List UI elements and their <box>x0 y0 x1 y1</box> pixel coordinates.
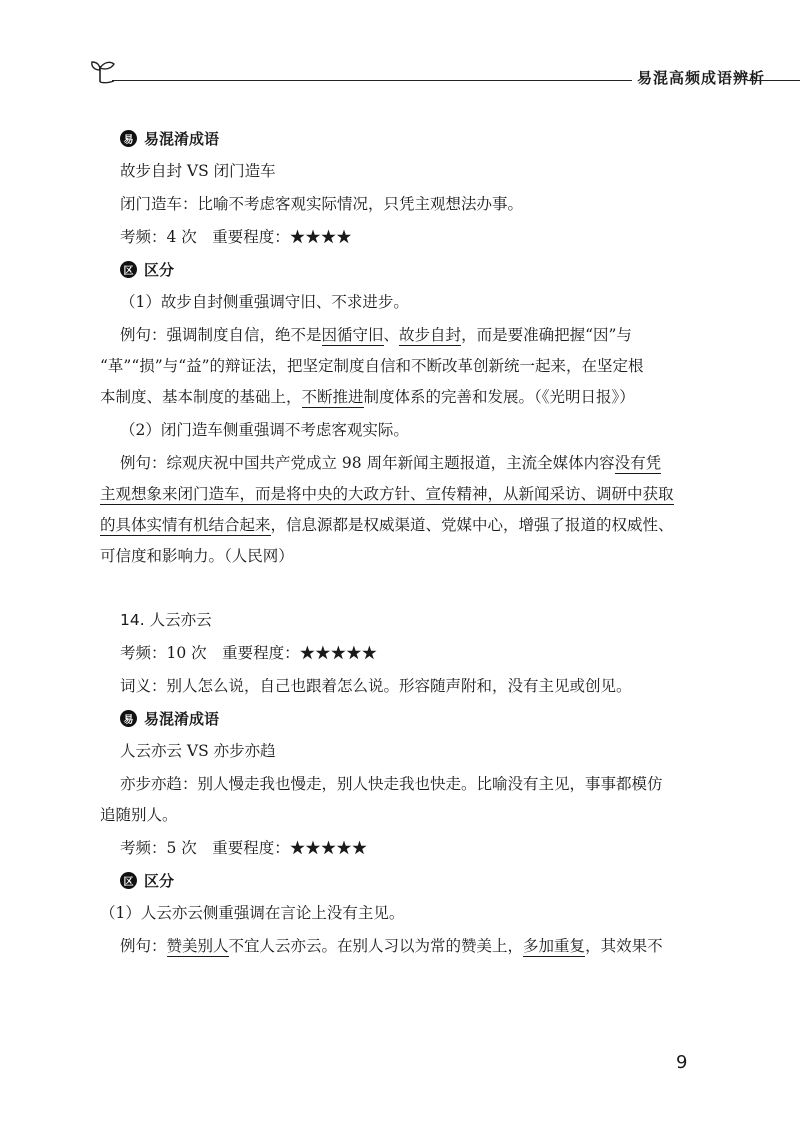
example-1-prefix: 例句：强调制度自信，绝不是 <box>120 326 322 344</box>
header-rule-left <box>112 80 632 81</box>
confusable-heading-label: 易混淆成语 <box>144 130 220 148</box>
example-2-prefix: 例句：综观庆祝中国共产党成立 98 周年新闻主题报道，主流全媒体内容 <box>120 454 615 472</box>
example-2-line3 <box>100 514 690 536</box>
example-1-mid: ，而是要准确把握“因”与 <box>461 326 632 344</box>
running-header <box>90 58 800 88</box>
header-rule-right <box>747 80 800 81</box>
confusable-heading <box>120 128 690 149</box>
distinguish-heading <box>120 259 690 280</box>
distinguish-heading <box>120 870 690 891</box>
example-prefix: 例句： <box>120 937 167 955</box>
header-title: 易混高频成语辨析 <box>637 69 766 87</box>
definition-line1: 亦步亦趋：别人慢走我也慢走，别人快走我也快走。比喻没有主见，事事都模仿 <box>120 775 663 793</box>
example-2-line2 <box>100 483 690 505</box>
example-2-suffix: ，信息源都是权威渠道、党媒中心，增强了报道的权威性、 <box>270 516 674 534</box>
distinguish-heading-label: 区分 <box>144 261 175 279</box>
underlined-phrase: 赞美别人 <box>166 937 229 955</box>
confusable-heading <box>120 708 690 729</box>
point-1: （1）故步自封侧重强调守旧、不求进步。 <box>120 293 409 311</box>
example-mid: 不宜人云亦云。在别人习以为常的赞美上， <box>228 937 524 955</box>
example-1-line3 <box>100 386 690 408</box>
sprout-icon <box>90 58 120 86</box>
frequency-rating: 考频：4 次 重要程度：★★★★ <box>120 228 352 246</box>
underlined-phrase: 因循守旧 <box>321 326 384 344</box>
example <box>120 935 690 957</box>
distinguish-badge-icon: 区 <box>120 261 137 278</box>
underlined-phrase: 不断推进 <box>301 388 364 406</box>
frequency-rating: 考频：10 次 重要程度：★★★★★ <box>120 644 378 662</box>
example-1-line3-prefix: 本制度、基本制度的基础上， <box>100 388 302 406</box>
example-1-line3-suffix: 制度体系的完善和发展。（《光明日报》） <box>363 388 635 406</box>
example-2 <box>120 452 690 474</box>
confusable-heading-label: 易混淆成语 <box>144 710 220 728</box>
point-2: （2）闭门造车侧重强调不考虑客观实际。 <box>120 421 409 439</box>
example-1-line2: “革”“损”与“益”的辩证法，把坚定制度自信和不断改革创新统一起来，在坚定根 <box>100 357 644 375</box>
distinguish-heading-label: 区分 <box>144 872 175 890</box>
entry-title: 14. 人云亦云 <box>120 611 212 629</box>
underlined-phrase: 主观想象来闭门造车，而是将中央的大政方针、宣传精神，从新闻采访、调研中获取 <box>100 485 674 503</box>
example-suffix: ，其效果不 <box>585 937 663 955</box>
underlined-phrase: 没有凭 <box>614 454 662 472</box>
page-number: 9 <box>676 1052 688 1073</box>
distinguish-badge-icon: 区 <box>120 872 137 889</box>
frequency-rating: 考频：5 次 重要程度：★★★★★ <box>120 839 368 857</box>
page-content <box>100 128 690 957</box>
underlined-phrase: 多加重复 <box>523 937 586 955</box>
example-1-sep: 、 <box>383 326 400 344</box>
definition: 闭门造车：比喻不考虑客观实际情况，只凭主观想法办事。 <box>120 195 524 213</box>
dotted-idiom: 故步自封 <box>399 326 462 344</box>
compare-line: 人云亦云 VS 亦步亦趋 <box>120 742 276 760</box>
definition-line2: 追随别人。 <box>100 806 178 824</box>
compare-line: 故步自封 VS 闭门造车 <box>120 162 276 180</box>
confusable-badge-icon: 易 <box>120 130 137 147</box>
confusable-badge-icon: 易 <box>120 710 137 727</box>
example-1 <box>120 324 690 346</box>
underlined-phrase: 的具体实情有机结合起来 <box>100 516 271 534</box>
example-2-line4: 可信度和影响力。（人民网） <box>100 547 294 565</box>
meaning: 词义：别人怎么说，自己也跟着怎么说。形容随声附和，没有主见或创见。 <box>120 677 632 695</box>
point-1: （1）人云亦云侧重强调在言论上没有主见。 <box>100 904 405 922</box>
